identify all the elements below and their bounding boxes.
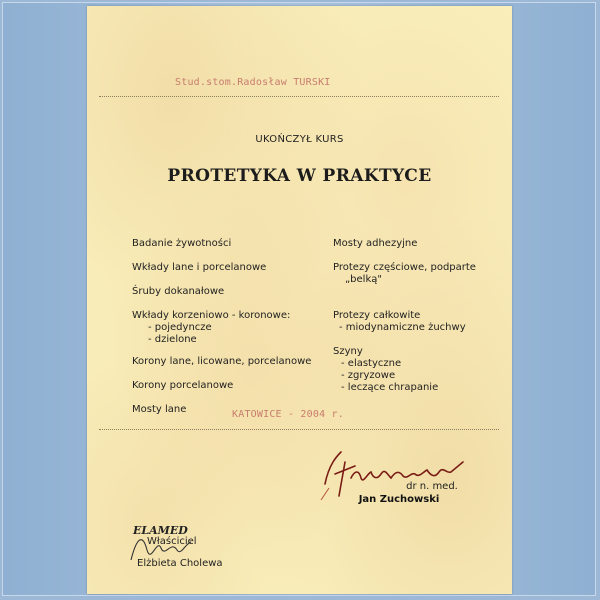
topic-item: Protezy częściowe, podparte „belką" <box>333 262 476 285</box>
topic-item: Protezy całkowite - miodynamiczne żuchwy <box>333 310 466 333</box>
completed-course-label: UKOŃCZYŁ KURS <box>255 134 344 145</box>
topic-subitem: - pojedyncze <box>148 322 212 333</box>
dotted-line-bottom <box>99 429 499 430</box>
student-name: Stud.stom.Radosław TURSKI <box>175 77 331 88</box>
stamp-owners-label: Właściciel <box>147 536 197 547</box>
signer-name: Jan Zuchowski <box>358 494 440 505</box>
stamp-owner-name: Elżbieta Cholewa <box>137 558 223 569</box>
topic-item: Szyny - elastyczne - zgryzowe - leczące chrapanie <box>333 346 439 393</box>
topic-item: Korony porcelanowe <box>132 380 234 391</box>
topic-item: Śruby dokanałowe <box>132 286 225 297</box>
topic-subitem: - elastyczne <box>341 358 402 369</box>
topic-item: Korony lane, licowane, porcelanowe <box>132 356 312 367</box>
topic-item: Wkłady lane i porcelanowe <box>132 262 267 273</box>
course-title: PROTETYKA W PRAKTYCE <box>167 166 432 186</box>
topic-item: Mosty adhezyjne <box>333 238 418 249</box>
topic-subitem: „belką" <box>345 274 382 285</box>
dotted-line-top <box>99 96 499 97</box>
topic-subitem: - zgryzowe <box>341 370 396 381</box>
topic-subitem: - miodynamiczne żuchwy <box>339 322 466 333</box>
signer-degree: dr n. med. <box>406 481 458 492</box>
topic-subitem: - dzielone <box>148 334 197 345</box>
place-and-date: KATOWICE - 2004 r. <box>232 409 344 420</box>
topic-item: Badanie żywotności <box>132 238 232 249</box>
topic-subitem: - leczące chrapanie <box>341 382 439 393</box>
company-stamp <box>127 524 247 574</box>
stamp-brand: ELAMED <box>133 524 188 537</box>
topic-item: Mosty lane <box>132 404 187 415</box>
topic-item: Wkłady korzeniowo - koronowe: - pojedyncze - dzielone <box>132 310 291 345</box>
certificate-paper <box>87 6 512 594</box>
